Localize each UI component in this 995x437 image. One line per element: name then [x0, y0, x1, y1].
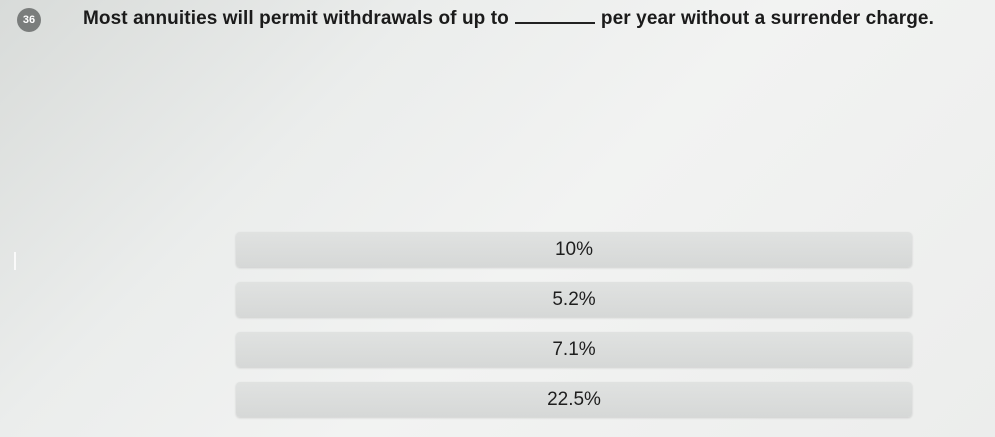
question-text-after: per year without a surrender charge.: [600, 8, 934, 29]
choice-option-2[interactable]: [236, 282, 912, 317]
question-number: 36: [22, 14, 36, 26]
choice-label: 22.5%: [547, 388, 601, 410]
choice-label: 5.2%: [552, 288, 596, 310]
question-number-badge: [17, 8, 41, 32]
choice-label: 7.1%: [552, 338, 596, 360]
choice-option-4[interactable]: [236, 382, 912, 417]
answer-choices: [236, 232, 912, 432]
answer-blank: [515, 8, 595, 24]
choice-option-3[interactable]: [236, 332, 912, 367]
question-text: [83, 8, 934, 30]
choice-label: 10%: [554, 238, 594, 260]
question-text-before: Most annuities will permit withdrawals of up to: [83, 8, 509, 29]
left-edge-mark: [14, 252, 16, 270]
choice-option-1[interactable]: [236, 232, 912, 267]
